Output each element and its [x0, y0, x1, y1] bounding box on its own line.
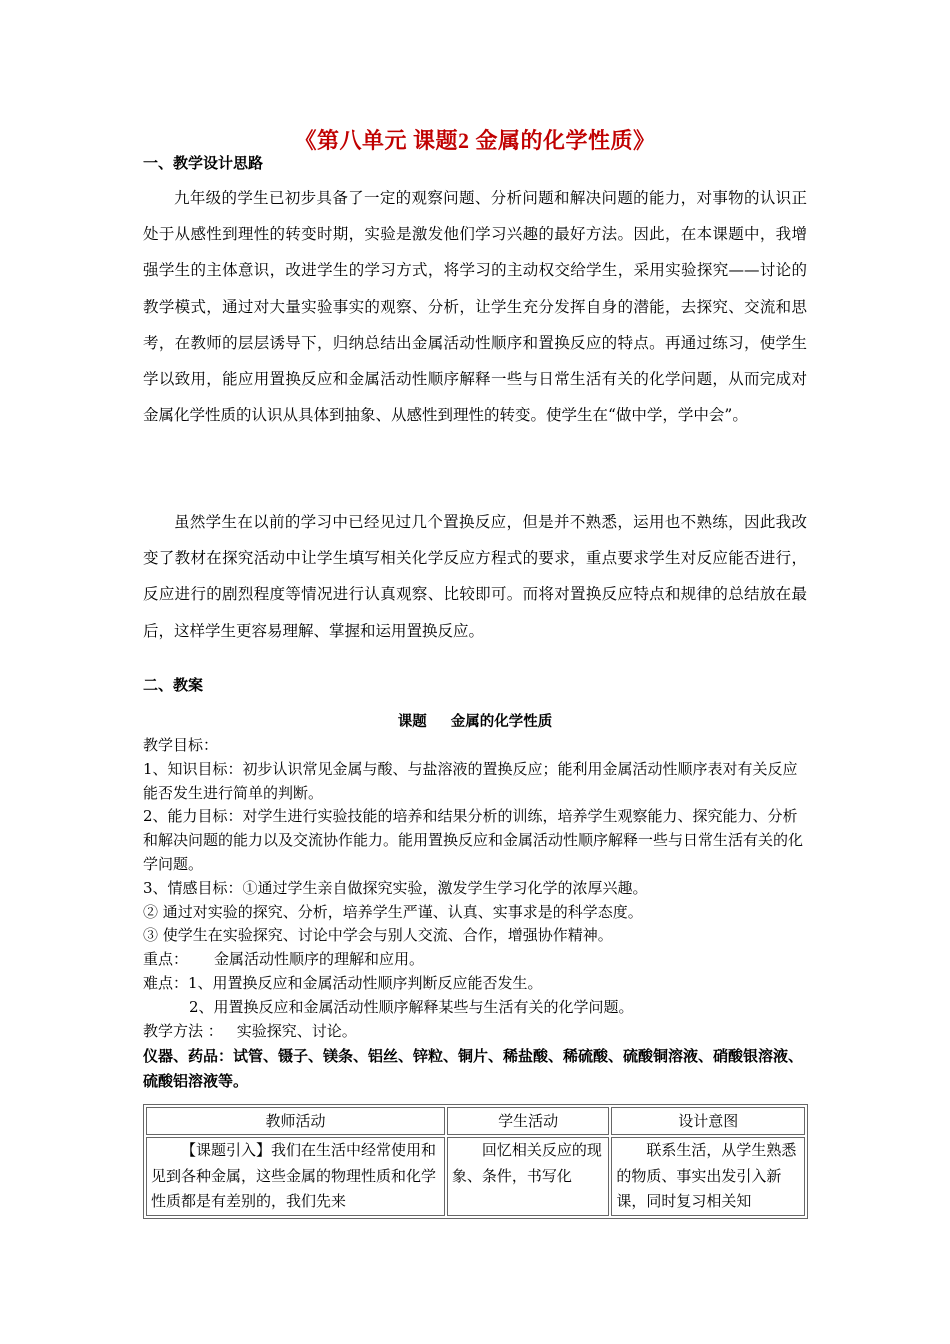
header-teacher-activity: 教师活动: [146, 1107, 445, 1135]
cell-teacher-activity: 【课题引入】我们在生活中经常使用和见到各种金属，这些金属的物理性质和化学性质都是有差别的，我们先来: [146, 1137, 445, 1216]
goal-emotion-3: ③ 使学生在实验探究、讨论中学会与别人交流、合作，增强协作精神。: [143, 926, 613, 945]
method-label: 教学方法 ：: [143, 1021, 223, 1040]
cell-design-intent: 联系生活，从学生熟悉的物质、事实出发引入新课，同时复习相关知: [611, 1137, 805, 1216]
lesson-label: 课题: [397, 714, 427, 730]
key-text: 金属活动性顺序的理解和应用。: [214, 950, 425, 969]
key-label: 重点：: [143, 950, 189, 969]
goals-label: 教学目标：: [143, 736, 219, 754]
goal-emotion: 3、情感目标：①通过学生亲自做探究实验，激发学生学习化学的浓厚兴趣。: [143, 878, 648, 897]
section-heading-plan: 二、教案: [143, 676, 204, 694]
difficulty-label: 难点：: [143, 973, 189, 992]
section-heading-design: 一、教学设计思路: [143, 154, 264, 172]
lesson-title: [0, 710, 950, 731]
document-title: 《第八单元 课题2 金属的化学性质》: [294, 128, 656, 153]
goal-ability: 2、能力目标：对学生进行实验技能的培养和结果分析的训练，培养学生观察能力、探究能力、分析和解决问题的能力以及交流协作能力。能用置换反应和金属活动性顺序解释一些与日常生活有关的化学问题。: [143, 807, 804, 873]
table-row: [146, 1137, 805, 1216]
difficulty-2: 2、用置换反应和金属活动性顺序解释某些与生活有关的化学问题。: [189, 997, 634, 1016]
difficulty-point: [143, 972, 809, 996]
header-design-intent: 设计意图: [611, 1107, 805, 1135]
design-paragraph-1: 九年级的学生已初步具备了一定的观察问题、分析问题和解决问题的能力，对事物的认识正处于从感性到理性的转变时期，实验是激发他们学习兴趣的最好方法。因此，在本课题中，我增强学生的主体意识，改进学生的学习方式，将学习的主动权交给学生，采用实验探究——讨论的教学模式，通过对大量实验事实的观察、分析，让学生充分发挥自身的潜能，去探究、交流和思考，在教师的层层诱导下，归纳总结出金属活动性顺序和置换反应的特点。再通过练习，使学生学以致用，能应用置换反应和金属活动性顺序解释一些与日常生活有关的化学问题，从而完成对金属化学性质的认识从具体到抽象、从感性到理性的转变。使学生在“做中学，学中会”。: [143, 189, 807, 425]
key-point: [143, 948, 809, 972]
header-student-activity: 学生活动: [447, 1107, 609, 1135]
difficulty-1: 1、用置换反应和金属活动性顺序判断反应能否发生。: [188, 973, 543, 992]
materials: 仪器、药品：试管、镊子、镁条、铝丝、锌粒、铜片、稀盐酸、稀硫酸、硫酸铜溶液、硝酸银溶液、硫酸铝溶液等。: [143, 1047, 804, 1091]
teaching-method: [143, 1020, 809, 1044]
cell-student-activity: 回忆相关反应的现象、条件，书写化: [447, 1137, 609, 1216]
design-paragraph-2: 虽然学生在以前的学习中已经见过几个置换反应，但是并不熟悉，运用也不熟练，因此我改变了教材在探究活动中让学生填写相关化学反应方程式的要求，重点要求学生对反应能否进行，反应进行的剧烈程度等情况进行认真观察、比较即可。而将对置换反应特点和规律的总结放在最后，这样学生更容易理解、掌握和运用置换反应。: [143, 513, 807, 640]
goal-emotion-2: ② 通过对实验的探究、分析，培养学生严谨、认真、实事求是的科学态度。: [143, 902, 643, 921]
lesson-plan: [143, 734, 809, 1094]
lesson-title-text: 金属的化学性质: [450, 714, 553, 730]
activity-table: [143, 1104, 808, 1219]
table-header-row: [146, 1107, 805, 1135]
method-text: 实验探究、讨论。: [236, 1021, 357, 1040]
goal-knowledge: 1、知识目标：初步认识常见金属与酸、与盐溶液的置换反应；能利用金属活动性顺序表对有关反应能否发生进行简单的判断。: [143, 759, 798, 802]
